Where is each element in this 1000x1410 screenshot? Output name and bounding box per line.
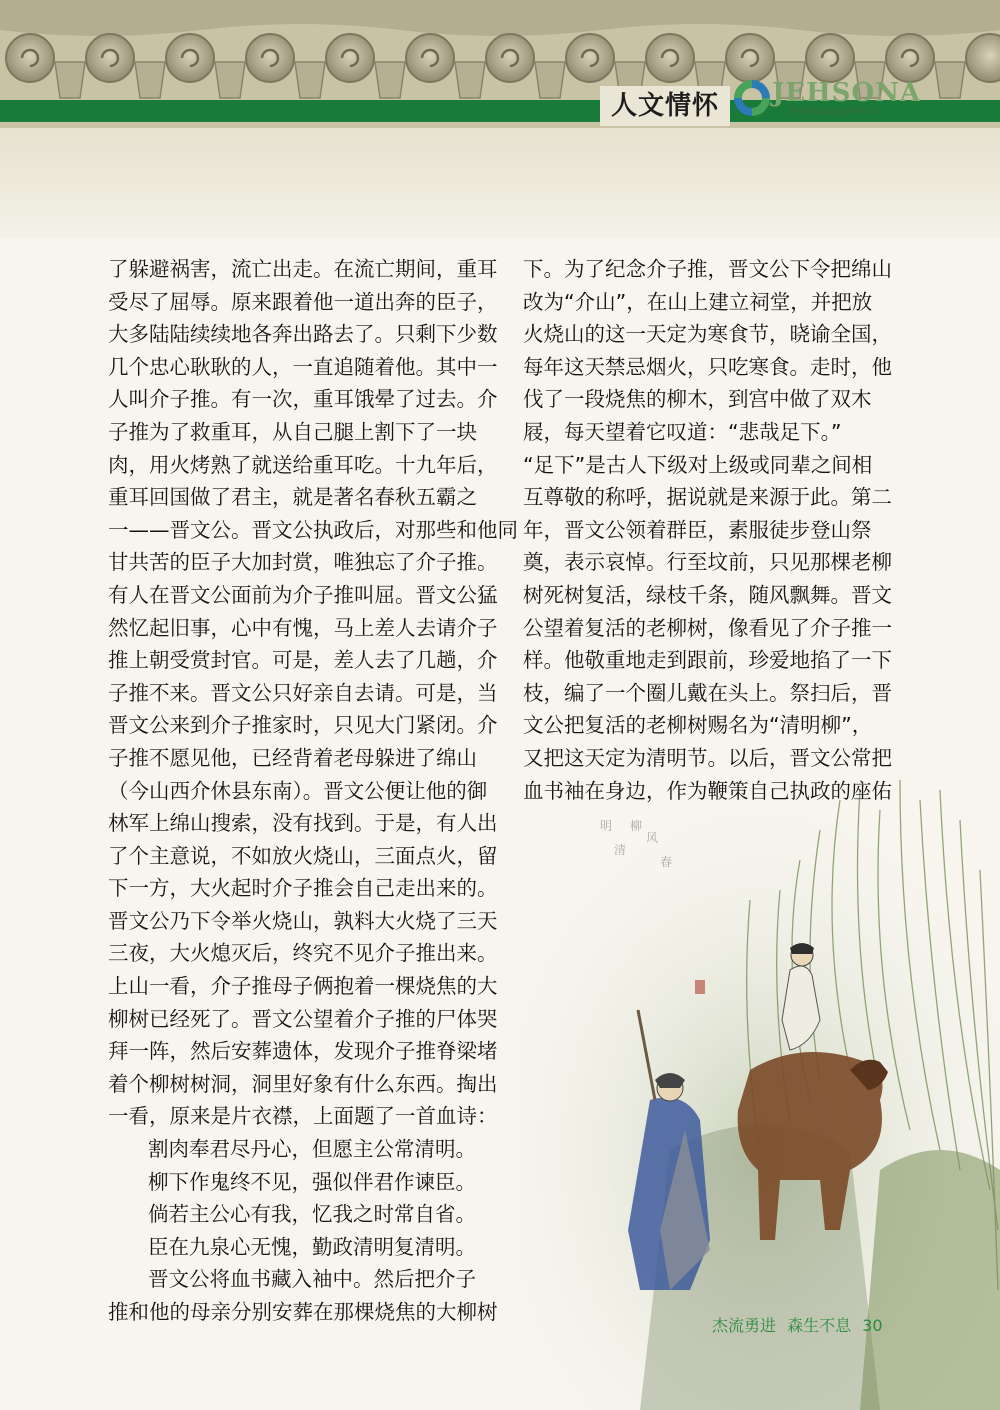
text-line: 奠，表示哀悼。行至坟前，只见那棵老柳	[523, 550, 892, 575]
text-line: 血书袖在身边，作为鞭策自己执政的座佑	[523, 778, 892, 803]
text-line: 子推不来。晋文公只好亲自去请。可是，当	[108, 680, 498, 705]
text-line: 几个忠心耿耿的人，一直追随着他。其中一	[108, 354, 498, 379]
text-line: 下一方，大火起时介子推会自己走出来的。	[108, 876, 498, 901]
text-line: 一看，原来是片衣襟，上面题了一首血诗：	[108, 1104, 498, 1129]
text-line: 三夜，大火熄灭后，终究不见介子推出来。	[108, 941, 498, 966]
text-line: （今山西介休县东南）。晋文公便让他的御	[108, 778, 488, 803]
text-line: 晋文公将血书藏入袖中。然后把介子	[148, 1267, 476, 1292]
right-text-column	[523, 253, 911, 807]
text-line: 林军上绵山搜索，没有找到。于是，有人出	[108, 811, 498, 836]
poem-line: 臣在九泉心无愧，勤政清明复清明。	[148, 1234, 476, 1259]
text-line: 伐了一段烧焦的柳木，到宫中做了双木	[523, 387, 872, 412]
text-line: 年，晋文公领着群臣，素服徒步登山祭	[523, 517, 872, 542]
text-line: 肉，用火烤熟了就送给重耳吃。十九年后，	[108, 452, 498, 477]
text-line: 样。他敬重地走到跟前，珍爱地掐了一下	[523, 648, 892, 673]
poem-line: 割肉奉君尽丹心，但愿主公常清明。	[148, 1137, 476, 1162]
text-line: 一——晋文公。晋文公执政后，对那些和他同	[108, 517, 518, 542]
text-line: 火烧山的这一天定为寒食节，晓谕全国，	[523, 322, 892, 347]
footer-slogan-2: 森生不息	[787, 1316, 852, 1335]
text-line: 改为“介山”，在山上建立祠堂，并把放	[523, 289, 873, 314]
logo-swirl-icon	[730, 76, 774, 120]
poem-line: 倘若主公心有我，忆我之时常自省。	[148, 1202, 476, 1227]
left-text-column	[108, 253, 518, 1329]
text-line: 晋文公来到介子推家时，只见大门紧闭。介	[108, 713, 498, 738]
text-line: 子推为了救重耳，从自己腿上割下了一块	[108, 419, 477, 444]
page-footer	[712, 1313, 889, 1336]
text-line: 甘共苦的臣子大加封赏，唯独忘了介子推。	[108, 550, 498, 575]
text-line: 柳树已经死了。晋文公望着介子推的尸体哭	[108, 1006, 498, 1031]
text-line: 子推不愿见他，已经背着老母躲进了绵山	[108, 745, 477, 770]
text-line: 着个柳树树洞，洞里好象有什么东西。掏出	[108, 1071, 498, 1096]
text-line: 树死树复活，绿枝千条，随风飘舞。晋文	[523, 582, 892, 607]
section-title: 人文情怀	[600, 86, 730, 126]
text-line: 公望着复活的老柳树，像看见了介子推一	[523, 615, 892, 640]
svg-text:清: 清	[614, 843, 627, 857]
text-line: 推上朝受赏封官。可是，差人去了几趟，介	[108, 648, 498, 673]
text-line: 受尽了屈辱。原来跟着他一道出奔的臣子，	[108, 289, 498, 314]
text-line: 大多陆陆续续地各奔出路去了。只剩下少数	[108, 322, 498, 347]
svg-text:明: 明	[600, 819, 613, 833]
text-line: 下。为了纪念介子推，晋文公下令把绵山	[523, 257, 892, 281]
page-number: 30	[862, 1316, 883, 1335]
text-line: 拜一阵，然后安葬遗体，发现介子推脊梁堵	[108, 1039, 498, 1064]
logo-wordmark: JEHSONA	[772, 78, 922, 108]
text-line: 有人在晋文公面前为介子推叫屈。晋文公猛	[108, 582, 498, 607]
text-line: 文公把复活的老柳树赐名为“清明柳”，	[523, 713, 873, 738]
text-line: 互尊敬的称呼，据说就是来源于此。第二	[523, 485, 892, 510]
logo-subtext: Textiles&apparel&Co.	[790, 106, 881, 117]
text-line: 推和他的母亲分别安葬在那棵烧焦的大柳树	[108, 1300, 498, 1324]
text-line: 重耳回国做了君主，就是著名春秋五霸之	[108, 485, 477, 510]
text-line: 了个主意说，不如放火烧山，三面点火，留	[108, 843, 498, 868]
svg-text:柳: 柳	[630, 819, 643, 833]
footer-slogan-1: 杰流勇进	[712, 1316, 777, 1335]
svg-text:风: 风	[646, 831, 659, 845]
company-logo	[730, 68, 922, 128]
text-line: 了躲避祸害，流亡出走。在流亡期间，重耳	[108, 257, 498, 281]
text-line: 然忆起旧事，心中有愧，马上差人去请介子	[108, 615, 498, 640]
text-line: 人叫介子推。有一次，重耳饿晕了过去。介	[108, 387, 498, 412]
text-line: 晋文公乃下令举火烧山，孰料大火烧了三天	[108, 908, 498, 933]
poem-line: 柳下作鬼终不见，强似伴君作谏臣。	[148, 1169, 476, 1194]
text-line: 又把这天定为清明节。以后，晋文公常把	[523, 745, 892, 770]
text-line: 上山一看，介子推母子俩抱着一棵烧焦的大	[108, 974, 498, 999]
text-line: “足下”是古人下级对上级或同辈之间相	[523, 452, 873, 477]
text-line: 枝，编了一个圈儿戴在头上。祭扫后，晋	[523, 680, 892, 705]
text-line: 每年这天禁忌烟火，只吃寒食。走时，他	[523, 354, 892, 379]
header-wall	[0, 128, 1000, 238]
svg-text:春: 春	[660, 855, 673, 869]
text-line: 屐，每天望着它叹道：“悲哉足下。”	[523, 419, 842, 444]
